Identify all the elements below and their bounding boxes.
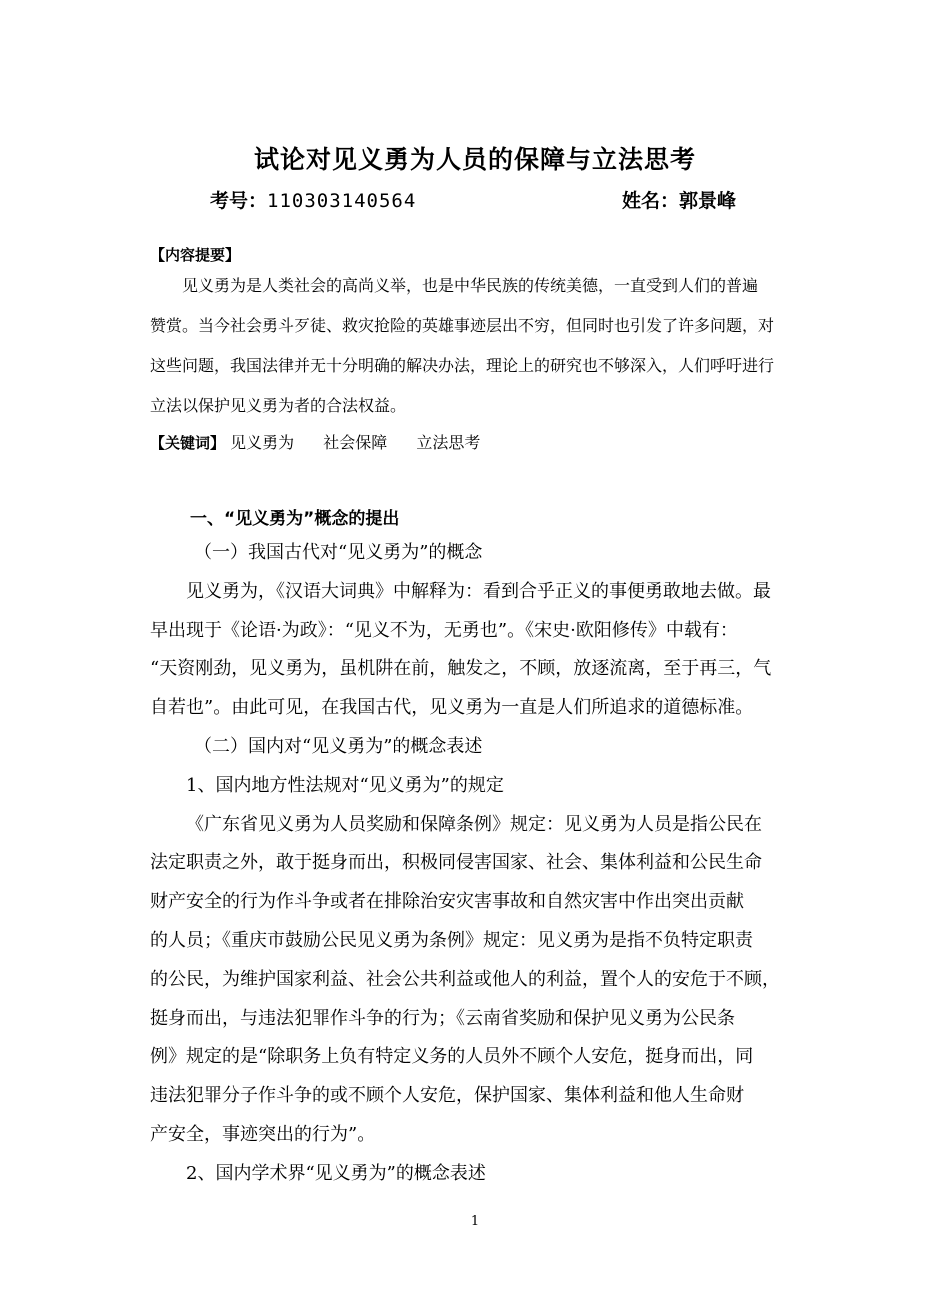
subsection-heading: （二）国内对“见义勇为”的概念表述	[194, 735, 483, 757]
sub-subsection-heading: 1、国内地方性法规对“见义勇为”的规定	[186, 774, 504, 796]
body-line: 见义勇为，《汉语大词典》中解释为：看到合乎正义的事便勇敢地去做。最	[186, 580, 771, 602]
author-name-label: 姓名：	[622, 190, 680, 212]
body-line: 自若也”。由此可见，在我国古代，见义勇为一直是人们所追求的道德标准。	[150, 697, 754, 719]
keyword-item: 见义勇为	[230, 433, 295, 452]
body-line: 《广东省见义勇为人员奖励和保障条例》规定：见义勇为人员是指公民在	[186, 813, 762, 835]
keywords-label: 【关键词】	[150, 434, 226, 452]
body-line: 违法犯罪分子作斗争的或不顾个人安危，保护国家、集体利益和他人生命财	[150, 1085, 744, 1107]
abstract-line: 见义勇为是人类社会的高尚义举，也是中华民族的传统美德，一直受到人们的普遍	[182, 276, 759, 295]
abstract-text	[150, 266, 830, 426]
abstract-line: 立法以保护见义勇为者的合法权益。	[150, 396, 407, 415]
keyword-item: 社会保障	[323, 433, 388, 452]
body-line: 财产安全的行为作斗争或者在排除治安灾害事故和自然灾害中作出突出贡献	[150, 891, 744, 913]
sub-subsection-heading: 2、国内学术界“见义勇为”的概念表述	[186, 1162, 486, 1184]
author-name-value: 郭景峰	[679, 190, 737, 212]
section-body	[150, 534, 830, 1194]
exam-id	[210, 186, 416, 213]
body-line: 产安全，事迹突出的行为”。	[150, 1123, 376, 1145]
keywords	[150, 430, 504, 453]
abstract-line: 这些问题，我国法律并无十分明确的解决办法，理论上的研究也不够深入，人们呼吁进行	[150, 356, 775, 375]
document-title: 试论对见义勇为人员的保障与立法思考	[253, 145, 696, 174]
subsection-heading: （一）我国古代对“见义勇为”的概念	[194, 542, 483, 563]
page-number: 1	[470, 1214, 480, 1229]
exam-id-label: 考号：	[210, 190, 268, 212]
section-heading: 一、“见义勇为”概念的提出	[190, 509, 400, 529]
body-line: 例》规定的是“除职务上负有特定义务的人员外不顾个人安危，挺身而出，同	[150, 1046, 754, 1068]
exam-id-value: 110303140564	[267, 190, 417, 212]
body-line: 的公民，为维护国家利益、社会公共利益或他人的利益，置个人的安危于不顾，	[150, 968, 780, 990]
author-name	[622, 186, 736, 213]
abstract-line: 赞赏。当今社会勇斗歹徒、救灾抢险的英雄事迹层出不穷，但同时也引发了许多问题，对	[150, 316, 775, 335]
body-line: “天资刚劲，见义勇为，虽机阱在前，触发之，不顾，放逐流离，至于再三，气	[150, 658, 772, 680]
abstract-label: 【内容提要】	[150, 246, 241, 264]
body-line: 挺身而出，与违法犯罪作斗争的行为；《云南省奖励和保护见义勇为公民条	[150, 1007, 735, 1029]
body-line: 法定职责之外，敢于挺身而出，积极同侵害国家、社会、集体利益和公民生命	[150, 852, 762, 874]
body-line: 的人员；《重庆市鼓励公民见义勇为条例》规定：见义勇为是指不负特定职责	[150, 929, 753, 951]
keyword-item: 立法思考	[416, 433, 481, 452]
body-line: 早出现于《论语·为政》：“见义不为，无勇也”。《宋史·欧阳修传》中载有：	[150, 619, 738, 641]
